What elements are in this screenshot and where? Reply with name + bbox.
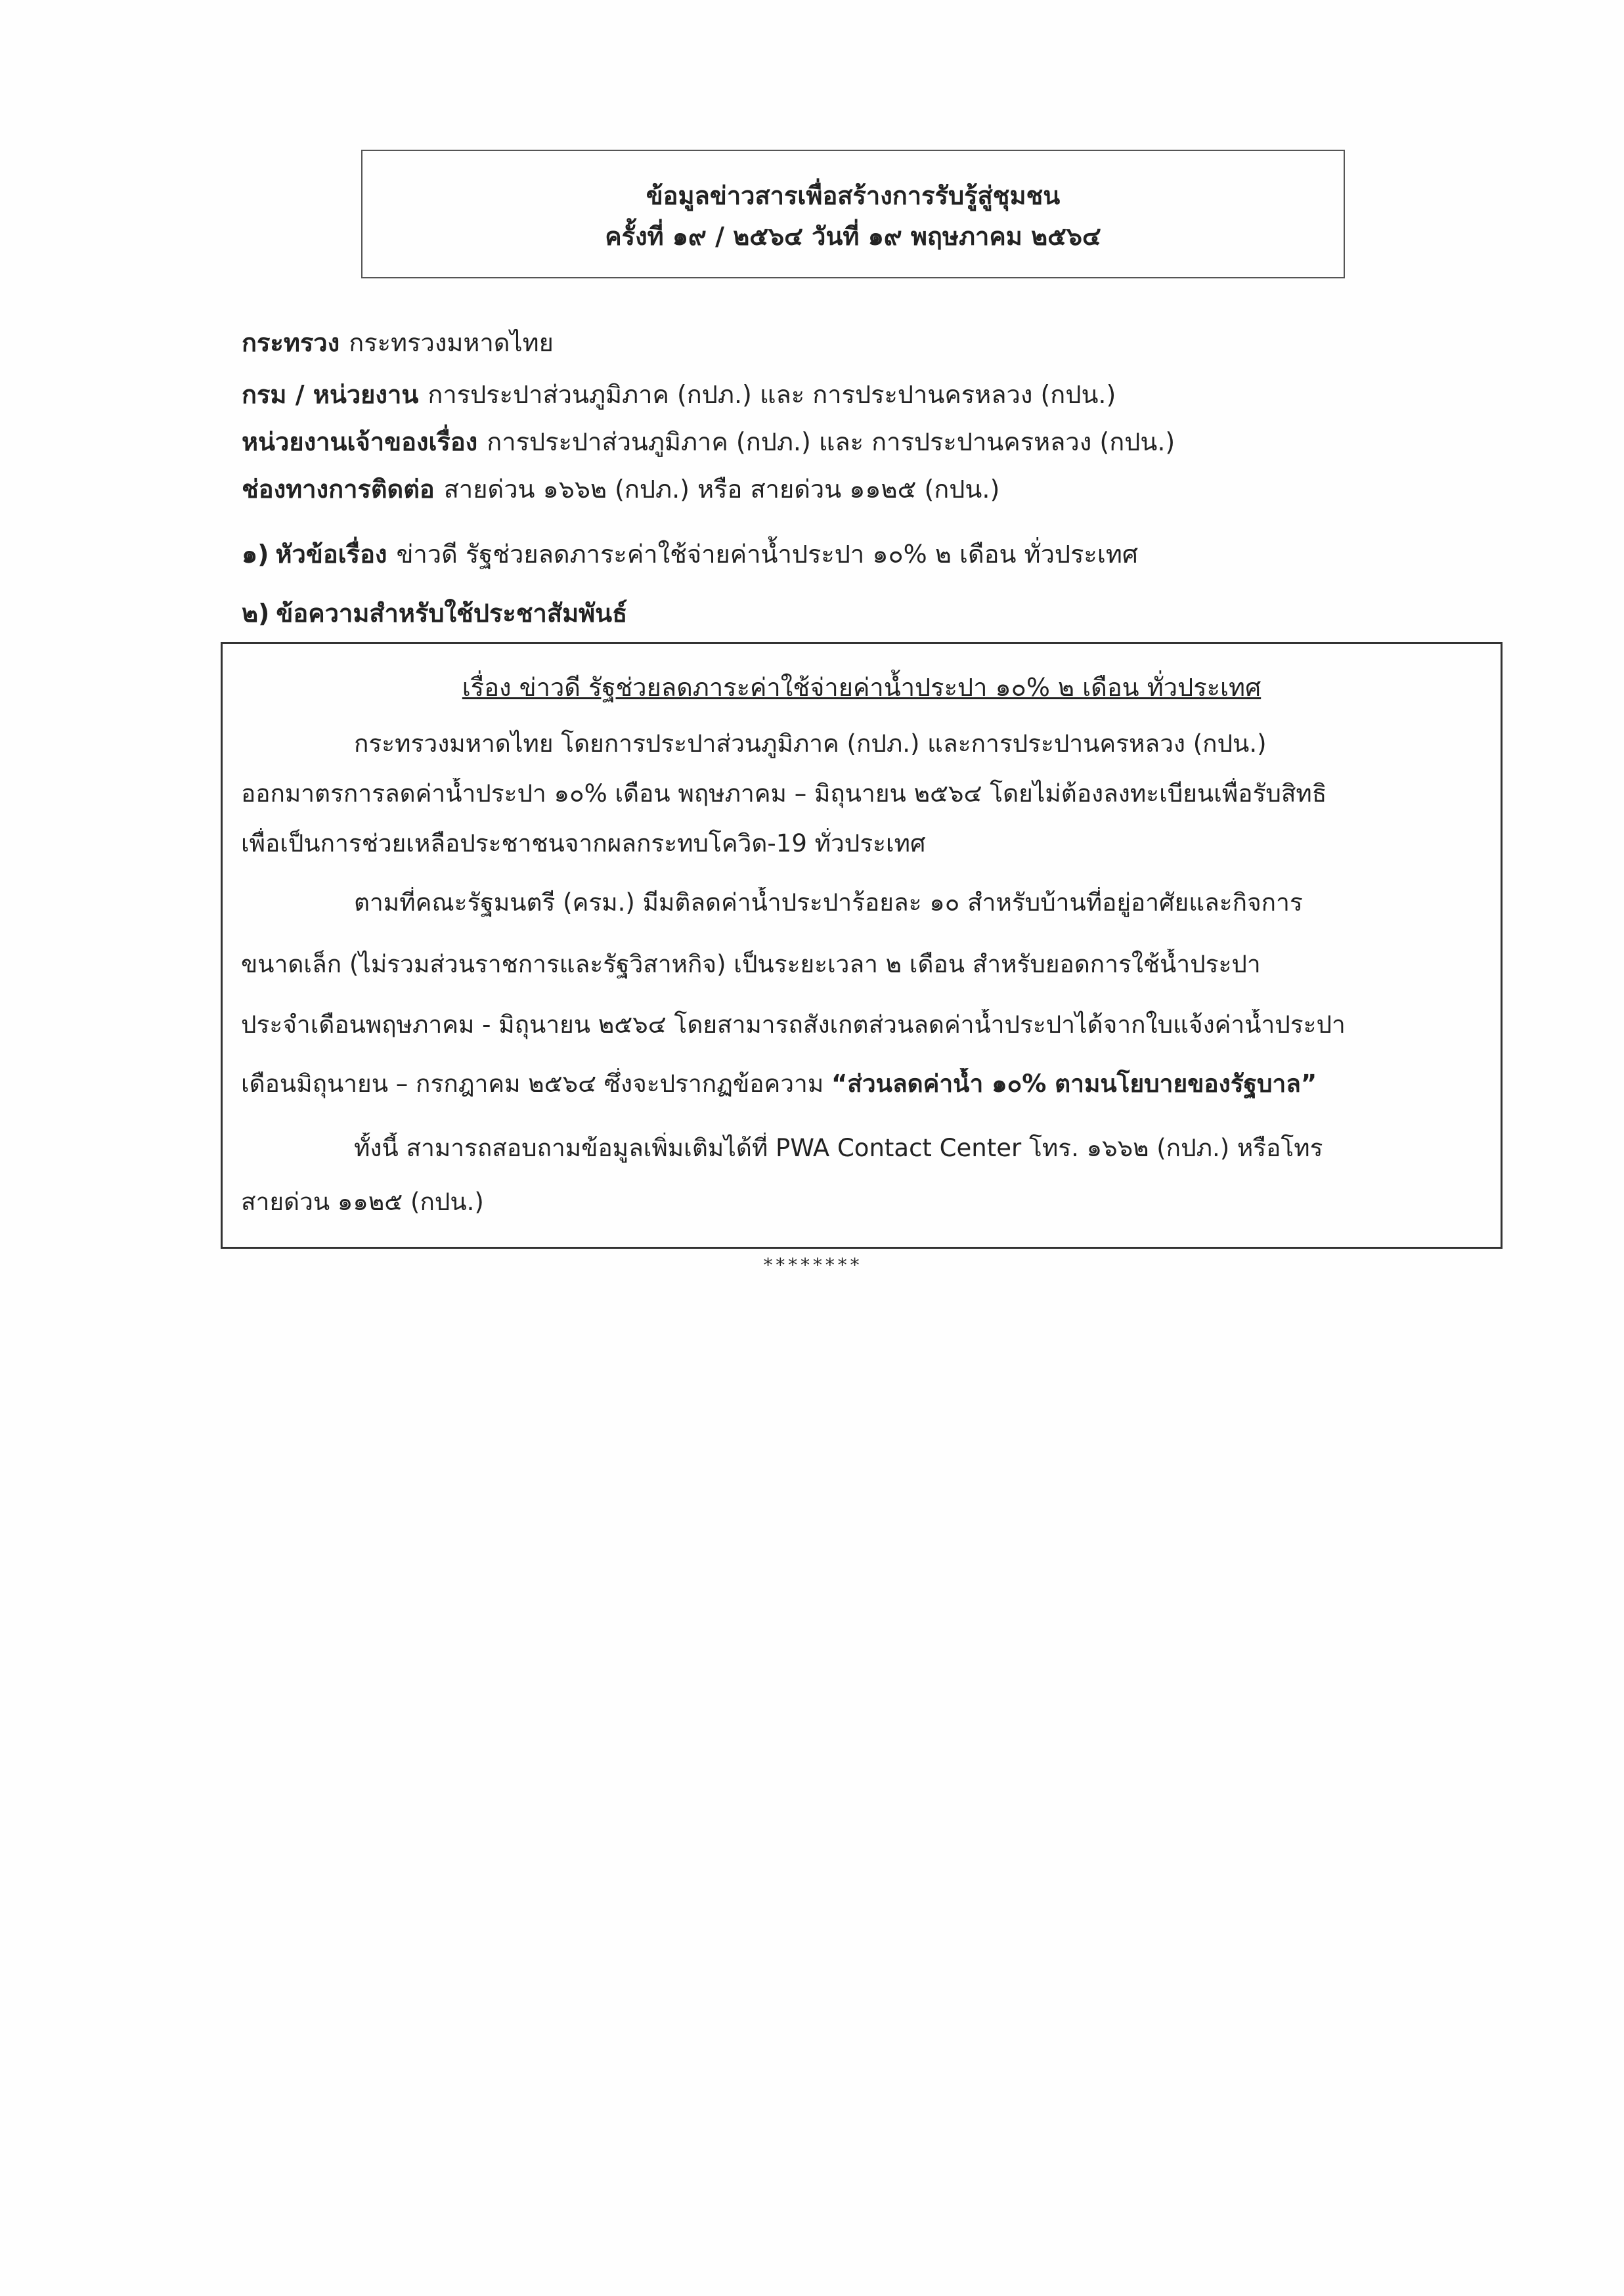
message-p2-line1: ตามที่คณะรัฐมนตรี (ครม.) มีมติลดค่าน้ำประปาร้อยละ ๑๐ สำหรับบ้านที่อยู่อาศัยและกิจการ [354, 888, 1303, 917]
message-p2-line2: ขนาดเล็ก (ไม่รวมส่วนราชการและรัฐวิสาหกิจ) เป็นระยะเวลา ๒ เดือน สำหรับยอดการใช้น้ำประปา [241, 950, 1261, 978]
meta-owner-value: การประปาส่วนภูมิภาค (กปภ.) และ การประปานครหลวง (กปน.) [487, 427, 1175, 456]
section-topic-value: ข่าวดี รัฐช่วยลดภาระค่าใช้จ่ายค่าน้ำประปา ๑๐% ๒ เดือน ทั่วประเทศ [396, 540, 1139, 569]
message-p1-line2: ออกมาตรการลดค่าน้ำประปา ๑๐% เดือน พฤษภาคม – มิถุนายน ๒๕๖๔ โดยไม่ต้องลงทะเบียนเพื่อรับสิทธิ [241, 779, 1327, 808]
section-pr-number: ๒) [242, 599, 270, 628]
message-p1-line3: เพื่อเป็นการช่วยเหลือประชาชนจากผลกระทบโควิด-19 ทั่วประเทศ [241, 829, 926, 857]
meta-owner-label: หน่วยงานเจ้าของเรื่อง [242, 427, 478, 456]
pr-message-box [221, 642, 1503, 1249]
header-issue-date: ครั้งที่ ๑๙ / ๒๕๖๔ วันที่ ๑๙ พฤษภาคม ๒๕๖๔ [605, 222, 1101, 251]
message-subject: เรื่อง ข่าวดี รัฐช่วยลดภาระค่าใช้จ่ายค่าน้ำประปา ๑๐% ๒ เดือน ทั่วประเทศ [462, 673, 1262, 702]
message-p2-line4 [241, 1068, 1482, 1100]
message-p1-line1: กระทรวงมหาดไทย โดยการประปาส่วนภูมิภาค (กปภ.) และการประปานครหลวง (กปน.) [354, 729, 1267, 758]
message-p3-line2: สายด่วน ๑๑๒๕ (กปน.) [241, 1188, 484, 1216]
section-topic [242, 538, 1138, 570]
section-pr-heading: ข้อความสำหรับใช้ประชาสัมพันธ์ [276, 599, 628, 628]
message-p2-line3: ประจำเดือนพฤษภาคม - มิถุนายน ๒๕๖๔ โดยสามารถสังเกตส่วนลดค่าน้ำประปาได้จากใบแจ้งค่าน้ำประปา [241, 1010, 1346, 1039]
meta-ministry [242, 327, 554, 358]
section-pr-message [242, 597, 627, 629]
meta-ministry-value: กระทรวงมหาดไทย [349, 328, 554, 357]
section-topic-number: ๑) [242, 540, 269, 569]
meta-owner-unit [242, 426, 1175, 458]
message-highlight-quote: “ส่วนลดค่าน้ำ ๑๐% ตามนโยบายของรัฐบาล” [831, 1070, 1317, 1098]
meta-department-value: การประปาส่วนภูมิภาค (กปภ.) และ การประปานครหลวง (กปน.) [428, 380, 1116, 409]
section-topic-heading: หัวข้อเรื่อง [275, 540, 387, 569]
header-title-box [361, 150, 1345, 278]
meta-ministry-label: กระทรวง [242, 328, 340, 357]
meta-contact [242, 473, 999, 505]
header-title: ข้อมูลข่าวสารเพื่อสร้างการรับรู้สู่ชุมชน [646, 181, 1061, 210]
meta-department [242, 379, 1116, 410]
message-p3-line1: ทั้งนี้ สามารถสอบถามข้อมูลเพิ่มเติมได้ที่ PWA Contact Center โทร. ๑๖๖๒ (กปภ.) หรือโทร [354, 1134, 1323, 1162]
meta-contact-value: สายด่วน ๑๖๖๒ (กปภ.) หรือ สายด่วน ๑๑๒๕ (กปน.) [443, 475, 1000, 504]
meta-department-label: กรม / หน่วยงาน [242, 380, 419, 409]
message-p2-line4-text: เดือนมิถุนายน – กรกฎาคม ๒๕๖๔ ซึ่งจะปรากฏข้อความ [241, 1070, 831, 1098]
meta-contact-label: ช่องทางการติดต่อ [242, 475, 435, 504]
footer-end-marker: ******** [762, 1254, 862, 1276]
